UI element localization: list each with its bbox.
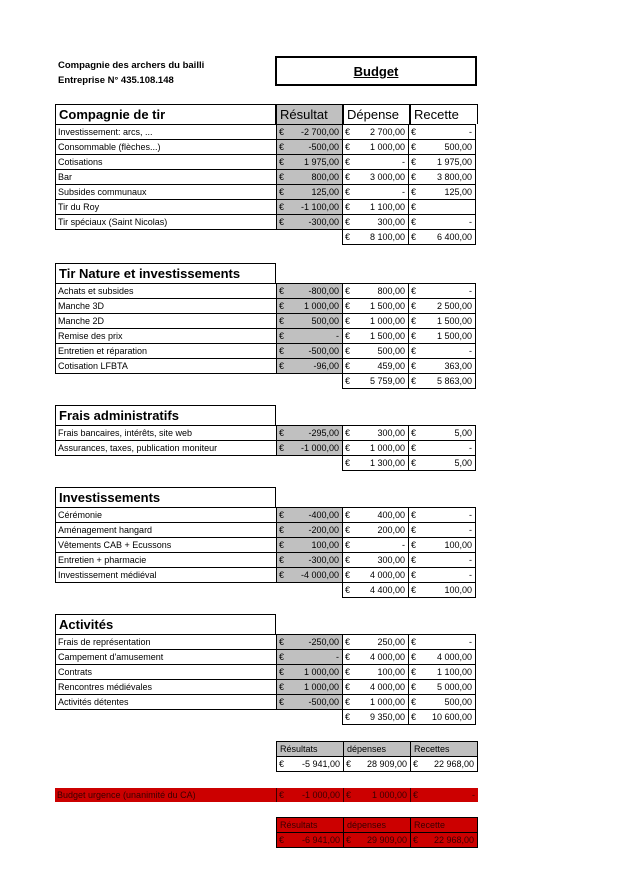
table-row: Cotisation LFBTA € -96,00 € 459,00 € 363,00 [55, 358, 475, 373]
row-revenue: 1 975,00 [436, 157, 472, 167]
final-result: -6 941,00 [301, 835, 340, 845]
row-result: 1 000,00 [303, 667, 339, 677]
row-result: -400,00 [308, 510, 339, 520]
table-row: Frais de représentation € -250,00 € 250,00 € - [55, 634, 475, 649]
row-result: 500,00 [311, 316, 339, 326]
header-result: Résultat [276, 104, 343, 124]
row-result: 800,00 [311, 172, 339, 182]
summary-result: -5 941,00 [301, 759, 340, 769]
total-expense: 8 100,00 [369, 232, 405, 242]
row-label: Tir spéciaux (Saint Nicolas) [55, 214, 277, 230]
section-total-row: € 8 100,00 € 6 400,00 [55, 229, 475, 244]
row-label: Manche 2D [55, 313, 277, 329]
row-result: -295,00 [308, 428, 339, 438]
summary-expense: 28 909,00 [366, 759, 407, 769]
row-expense: 200,00 [377, 525, 405, 535]
row-expense: 300,00 [377, 217, 405, 227]
row-label: Cotisation LFBTA [55, 358, 277, 374]
section-title: Frais administratifs [55, 405, 276, 425]
row-expense: - [402, 187, 405, 197]
row-label: Frais bancaires, intérêts, site web [55, 425, 277, 441]
urgency-revenue: - [472, 790, 475, 800]
row-expense: 250,00 [377, 637, 405, 647]
total-revenue: 5,00 [454, 458, 472, 468]
row-expense: 1 000,00 [369, 142, 405, 152]
row-result: -96,00 [313, 361, 339, 371]
row-revenue: 3 800,00 [436, 172, 472, 182]
final-expense: 29 909,00 [366, 835, 407, 845]
row-expense: 800,00 [377, 286, 405, 296]
table-row: Rencontres médiévales € 1 000,00 € 4 000,00 € 5 000,00 [55, 679, 475, 694]
row-revenue: - [469, 637, 472, 647]
table-row: Vêtements CAB + Ecussons € 100,00 € - € 100,00 [55, 537, 475, 552]
final-summary-header [276, 817, 477, 833]
table-row: Achats et subsides € -800,00 € 800,00 € - [55, 283, 475, 298]
row-expense: - [402, 157, 405, 167]
row-expense: 459,00 [377, 361, 405, 371]
row-expense: 1 500,00 [369, 331, 405, 341]
row-revenue: - [469, 127, 472, 137]
row-label: Investissement médiéval [55, 567, 277, 583]
row-label: Activités détentes [55, 694, 277, 710]
row-result: -300,00 [308, 217, 339, 227]
total-revenue: 5 863,00 [436, 376, 472, 386]
row-result: -4 000,00 [300, 570, 339, 580]
row-label: Frais de représentation [55, 634, 277, 650]
row-revenue [423, 200, 475, 214]
table-row: Aménagement hangard € -200,00 € 200,00 € - [55, 522, 475, 537]
row-result: -200,00 [308, 525, 339, 535]
row-label: Investissement: arcs, ... [55, 124, 277, 140]
row-expense: 4 000,00 [369, 652, 405, 662]
total-revenue: 100,00 [444, 585, 472, 595]
row-revenue: - [469, 555, 472, 565]
row-revenue: - [469, 570, 472, 580]
table-row: Bar € 800,00 € 3 000,00 € 3 800,00 [55, 169, 475, 184]
table-row: Frais bancaires, intérêts, site web € -295,00 € 300,00 € 5,00 [55, 425, 475, 440]
summary-header-results: Résultats [276, 741, 344, 757]
row-label: Achats et subsides [55, 283, 277, 299]
table-row: Entretien + pharmacie € -300,00 € 300,00 € - [55, 552, 475, 567]
table-row: Manche 3D € 1 000,00 € 1 500,00 € 2 500,00 [55, 298, 475, 313]
section-total-row: € 4 400,00 € 100,00 [55, 582, 475, 597]
table-row: Cotisations € 1 975,00 € - € 1 975,00 [55, 154, 475, 169]
budget-title: Budget [353, 63, 399, 79]
row-expense: 4 000,00 [369, 682, 405, 692]
row-result: 100,00 [311, 540, 339, 550]
row-expense: 400,00 [377, 510, 405, 520]
row-expense: 100,00 [377, 667, 405, 677]
row-label: Subsides communaux [55, 184, 277, 200]
table-row: Investissement: arcs, ... € -2 700,00 € 2 700,00 € - [55, 124, 475, 139]
table-row: Assurances, taxes, publication moniteur € -1 000,00 € 1 000,00 € - [55, 440, 475, 455]
row-label: Vêtements CAB + Ecussons [55, 537, 277, 553]
table-row: Entretien et réparation € -500,00 € 500,00 € - [55, 343, 475, 358]
row-result: 1 000,00 [303, 301, 339, 311]
company-name: Compagnie des archers du bailli [58, 60, 205, 71]
table-row: Remise des prix € - € 1 500,00 € 1 500,00 [55, 328, 475, 343]
row-label: Manche 3D [55, 298, 277, 314]
row-expense: - [402, 540, 405, 550]
section-title: Investissements [55, 487, 276, 507]
row-revenue: - [469, 443, 472, 453]
row-result: 1 000,00 [303, 682, 339, 692]
row-expense: 4 000,00 [369, 570, 405, 580]
row-revenue: - [469, 346, 472, 356]
row-revenue: 500,00 [444, 142, 472, 152]
summary-header [276, 741, 477, 757]
section-total-row: € 5 759,00 € 5 863,00 [55, 373, 475, 388]
summary-header-revenues: Recettes [410, 741, 478, 757]
row-label: Entretien et réparation [55, 343, 277, 359]
row-result: -2 700,00 [300, 127, 339, 137]
budget-title-box [275, 56, 477, 86]
row-expense: 500,00 [377, 346, 405, 356]
row-result: -500,00 [308, 346, 339, 356]
urgency-row: Budget urgence (unanimité du CA) € -1 000,00 € 1 000,00 € - [55, 788, 478, 802]
row-result: - [336, 331, 339, 341]
row-label: Campement d'amusement [55, 649, 277, 665]
table-row: Activités détentes € -500,00 € 1 000,00 € 500,00 [55, 694, 475, 709]
total-expense: 4 400,00 [369, 585, 405, 595]
summary-values: € -5 941,00 € 28 909,00 € 22 968,00 [276, 756, 477, 772]
row-expense: 300,00 [377, 555, 405, 565]
summary-revenue: 22 968,00 [433, 759, 474, 769]
row-revenue: 5,00 [454, 428, 472, 438]
row-label: Tir du Roy [55, 199, 277, 215]
urgency-expense: 1 000,00 [371, 790, 407, 800]
summary-header-expenses: dépenses [343, 741, 411, 757]
row-result: -500,00 [308, 142, 339, 152]
row-revenue: 125,00 [444, 187, 472, 197]
row-revenue: - [469, 217, 472, 227]
row-label: Rencontres médiévales [55, 679, 277, 695]
row-expense: 3 000,00 [369, 172, 405, 182]
row-result: -500,00 [308, 697, 339, 707]
row-result: -1 100,00 [300, 202, 339, 212]
section-title: Compagnie de tir [55, 104, 276, 124]
table-row: Subsides communaux € 125,00 € - € 125,00 [55, 184, 475, 199]
final-header-revenue: Recette [410, 817, 478, 833]
row-result: 125,00 [311, 187, 339, 197]
final-summary-values: € -6 941,00 € 29 909,00 € 22 968,00 [276, 832, 477, 848]
row-revenue: 363,00 [444, 361, 472, 371]
table-row: Investissement médiéval € -4 000,00 € 4 000,00 € - [55, 567, 475, 582]
row-revenue: - [469, 510, 472, 520]
section-title: Tir Nature et investissements [55, 263, 276, 283]
row-label: Aménagement hangard [55, 522, 277, 538]
table-row: Tir du Roy € -1 100,00 € 1 100,00 € [55, 199, 475, 214]
total-expense: 5 759,00 [369, 376, 405, 386]
row-revenue: 5 000,00 [436, 682, 472, 692]
row-result: -1 000,00 [300, 443, 339, 453]
company-info [58, 58, 204, 88]
table-row: Manche 2D € 500,00 € 1 000,00 € 1 500,00 [55, 313, 475, 328]
row-label: Remise des prix [55, 328, 277, 344]
row-revenue: 1 500,00 [436, 331, 472, 341]
table-row: Consommable (flèches...) € -500,00 € 1 000,00 € 500,00 [55, 139, 475, 154]
header-revenue: Recette [410, 104, 478, 124]
urgency-label: Budget urgence (unanimité du CA) [57, 790, 196, 800]
section-title: Activités [55, 614, 276, 634]
row-expense: 300,00 [377, 428, 405, 438]
company-number: Entreprise N° 435.108.148 [58, 75, 174, 86]
row-result: - [336, 652, 339, 662]
total-expense: 1 300,00 [369, 458, 405, 468]
row-label: Contrats [55, 664, 277, 680]
row-expense: 1 000,00 [369, 316, 405, 326]
urgency-result: -1 000,00 [301, 790, 340, 800]
row-revenue: - [469, 286, 472, 296]
table-row: Campement d'amusement € - € 4 000,00 € 4 000,00 [55, 649, 475, 664]
row-result: -250,00 [308, 637, 339, 647]
header-expense: Dépense [343, 104, 410, 124]
row-result: -800,00 [308, 286, 339, 296]
row-label: Entretien + pharmacie [55, 552, 277, 568]
row-revenue: 100,00 [444, 540, 472, 550]
row-label: Cotisations [55, 154, 277, 170]
final-revenue: 22 968,00 [433, 835, 474, 845]
row-result: -300,00 [308, 555, 339, 565]
total-revenue: 10 600,00 [431, 712, 472, 722]
section-total-row: € 9 350,00 € 10 600,00 [55, 709, 475, 724]
row-label: Bar [55, 169, 277, 185]
final-header-results: Résultats [276, 817, 344, 833]
row-label: Assurances, taxes, publication moniteur [55, 440, 277, 456]
table-row: Tir spéciaux (Saint Nicolas) € -300,00 € 300,00 € - [55, 214, 475, 229]
final-header-expenses: dépenses [343, 817, 411, 833]
row-revenue: 2 500,00 [436, 301, 472, 311]
row-expense: 1 000,00 [369, 697, 405, 707]
row-revenue: 500,00 [444, 697, 472, 707]
row-label: Consommable (flèches...) [55, 139, 277, 155]
total-expense: 9 350,00 [369, 712, 405, 722]
row-expense: 1 500,00 [369, 301, 405, 311]
row-revenue: 1 100,00 [436, 667, 472, 677]
row-expense: 1 000,00 [369, 443, 405, 453]
total-revenue: 6 400,00 [436, 232, 472, 242]
row-revenue: - [469, 525, 472, 535]
row-result: 1 975,00 [303, 157, 339, 167]
row-revenue: 4 000,00 [436, 652, 472, 662]
section-total-row: € 1 300,00 € 5,00 [55, 455, 475, 470]
row-label: Cérémonie [55, 507, 277, 523]
row-expense: 1 100,00 [369, 202, 405, 212]
table-row: Contrats € 1 000,00 € 100,00 € 1 100,00 [55, 664, 475, 679]
row-expense: 2 700,00 [369, 127, 405, 137]
table-row: Cérémonie € -400,00 € 400,00 € - [55, 507, 475, 522]
row-revenue: 1 500,00 [436, 316, 472, 326]
